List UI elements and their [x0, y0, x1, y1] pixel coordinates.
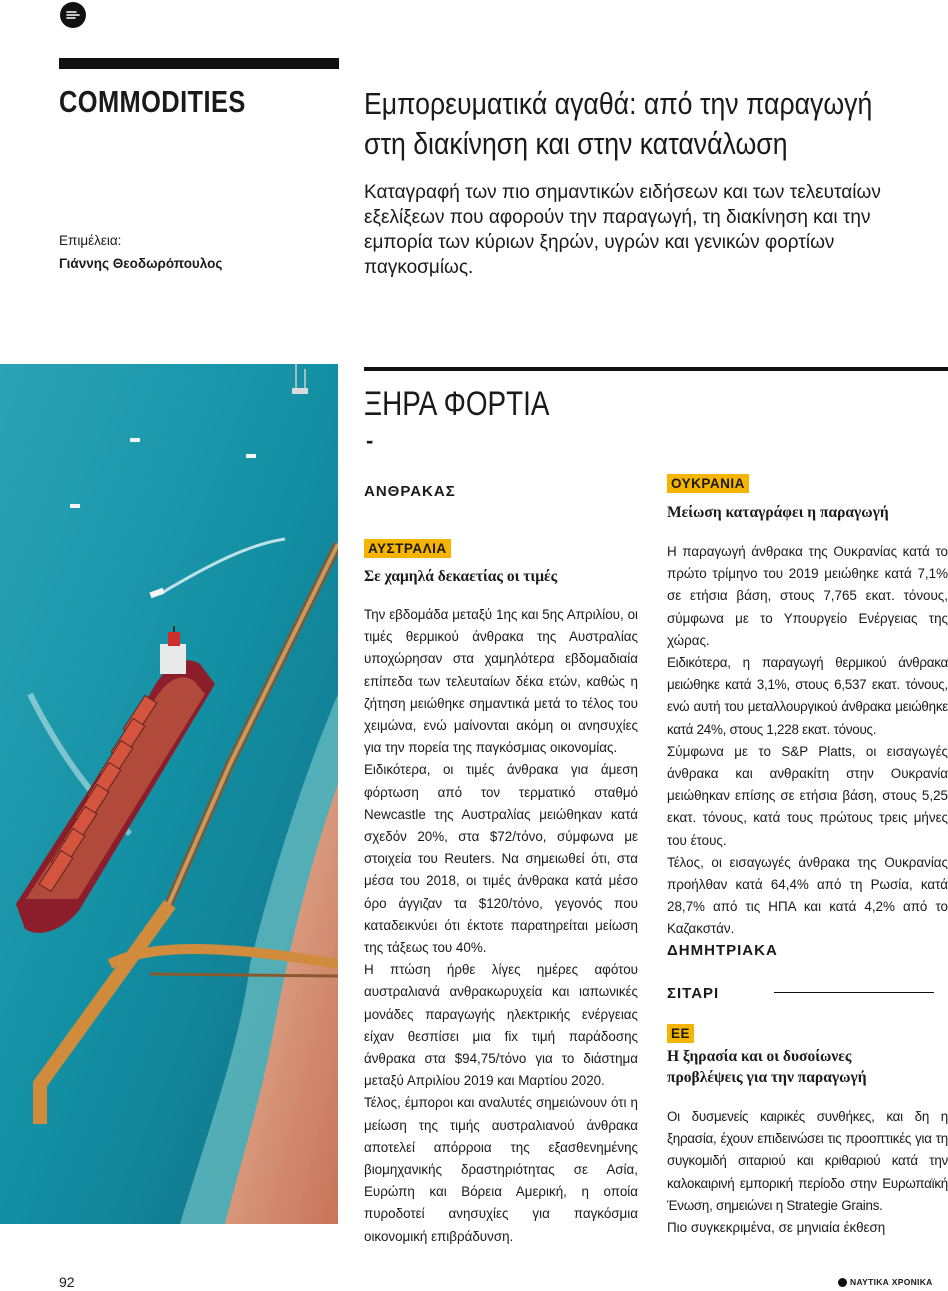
australia-tag: ΑΥΣΤΡΑΛΙΑ — [364, 539, 451, 558]
editor-label: Επιμέλεια: — [59, 233, 122, 248]
headline-line-1: Εμπορευματικά αγαθά: από την παραγωγή — [364, 86, 873, 121]
article-paragraph: Τέλος, έμποροι και αναλυτές σημειώνουν ότι η μείωση της τιμής αυστραλιανού άνθρακα αποτελεί απόρροια της εξασθενημένης βιομηχανικής δραστηριότητας σε Ασία, Ευρώπη και Βόρεια Αμερική, η οποία πυροδοτεί ανησυχίες για παγκόσμια οικονομική επιβράδυνση. — [364, 1095, 638, 1244]
footer-brand — [838, 1277, 933, 1287]
eu-tag: ΕΕ — [667, 1024, 694, 1043]
article-paragraph: Η παραγωγή άνθρακα της Ουκρανίας κατά το πρώτο τρίμηνο του 2019 μειώθηκε κατά 7,1% σε ετήσια βάση, στους 7,765 εκατ. τόνους, σύμφωνα με το Υπουργείο Ενέργειας της χώρας. — [667, 544, 948, 648]
page-headline — [364, 84, 924, 164]
article-paragraph: Ειδικότερα, οι τιμές άνθρακα για άμεση φόρτωση από τον τερματικό σταθμό Newcastle της Αυστραλίας μειώθηκαν κατά σχεδόν 20%, στα $72/τόνο, σύμφωνα με στοιχεία του Reuters. Να σημειωθεί ότι, στα μέσα του 2018, οι τιμές άνθρακα κατά μέσο όρο άγγιζαν τα $120/τόνο, γεγονός που καταδεικνύει ότι έκτοτε παρατηρείται μείωση της τάξεως του 40%. — [364, 762, 638, 956]
brand-name: ΝΑΥΤΙΚΑ ΧΡΟΝΙΚΑ — [850, 1277, 933, 1287]
australia-article — [364, 604, 638, 1248]
eu-article — [667, 1106, 948, 1239]
editor-name: Γιάννης Θεοδωρόπουλος — [59, 256, 223, 271]
article-paragraph: Οι δυσμενείς καιρικές συνθήκες, και δη η ξηρασία, έχουν επιδεινώσει τις προοπτικές για τη συγκομιδή σιταριού και κριθαριού κατά την καλοκαιρινή εμπορική περίοδο στην Ευρωπαϊκή Ένωση, σημειώνει η Strategie Grains. — [667, 1109, 948, 1213]
article-paragraph: Πιο συγκεκριμένα, σε μηνιαία έκθεση — [667, 1220, 886, 1236]
brand-logo-icon — [838, 1278, 847, 1287]
ukraine-article — [667, 541, 948, 941]
section-rule — [59, 58, 339, 69]
wheat-label: ΣΙΤΑΡΙ — [667, 985, 720, 1002]
intro-text: Καταγραφή των πιο σημαντικών ειδήσεων και των τελευταίων εξελίξεων που αφορούν την παραγωγή, τη διακίνηση και την εμπορία των κύριων ξηρών, υγρών και γενικών φορτίων παγκοσμίως. — [364, 182, 881, 278]
article-paragraph: Σύμφωνα με το S&P Platts, οι εισαγωγές άνθρακα και ανθρακίτη στην Ουκρανία μειώθηκαν επίσης σε ετήσια βάση, στους 5,25 εκατ. τόνους, κατά τους πρώτους τρεις μήνες του έτους. — [667, 743, 948, 848]
article-paragraph: Την εβδομάδα μεταξύ 1ης και 5ης Απριλίου, οι τιμές θερμικού άνθρακα της Αυστραλίας υποχώρησαν στα χαμηλότερα εβδομαδιαία επίπεδα των τελευταίων δέκα ετών, καθώς η ζήτηση μειώθηκε σημαντικά μετά το τέλος του χειμώνα, ενώ μαίνονται ακόμη οι ανησυχίες για την πορεία της παγκόσμιας οικονομίας. — [364, 607, 638, 756]
column-top-rule — [364, 367, 948, 371]
bulk-carrier-photo — [0, 364, 338, 1224]
dry-cargo-title: ΞΗΡΑ ΦΟΡΤΙΑ — [364, 385, 550, 423]
ukraine-subtitle: Μείωση καταγράφει η παραγωγή — [667, 504, 889, 521]
section-title: COMMODITIES — [59, 84, 246, 119]
coal-category: ΑΝΘΡΑΚΑΣ — [364, 483, 456, 500]
page-number: 92 — [59, 1274, 75, 1290]
magazine-logo-icon — [60, 2, 86, 28]
dry-cargo-dash: - — [366, 428, 374, 453]
article-paragraph: Η πτώση ήρθε λίγες ημέρες αφότου αυστραλιανά ανθρακωρυχεία και ιαπωνικές μονάδες παραγωγής ηλεκτρικής ενέργειας είχαν θεσπίσει μια fix τιμή παράδοσης άνθρακα στα $94,75/τόνο για το διάστημα μεταξύ Απριλίου 2019 και Μαρτίου 2020. — [364, 962, 638, 1089]
wheat-rule — [774, 992, 934, 993]
headline-line-2: στη διακίνηση και στην κατανάλωση — [364, 126, 788, 161]
grains-category: ΔΗΜΗΤΡΙΑΚΑ — [667, 942, 778, 959]
ukraine-tag: ΟΥΚΡΑΝΙΑ — [667, 474, 749, 493]
eu-subtitle: Η ξηρασία και οι δυσοίωνες προβλέψεις για την παραγωγή — [667, 1048, 867, 1086]
article-paragraph: Ειδικότερα, η παραγωγή θερμικού άνθρακα μειώθηκε κατά 3,1%, στους 6,537 εκατ. τόνους, ενώ αυτή του μεταλλουργικού άνθρακα μειώθηκε κατά 24%, στους 1,228 εκατ. τόνους. — [667, 655, 948, 737]
australia-subtitle: Σε χαμηλά δεκαετίας οι τιμές — [364, 568, 558, 585]
article-paragraph: Τέλος, οι εισαγωγές άνθρακα της Ουκρανίας προήλθαν κατά 64,4% από τη Ρωσία, κατά 28,7% από τις ΗΠΑ και κατά 4,2% από το Καζακστάν. — [667, 854, 948, 937]
